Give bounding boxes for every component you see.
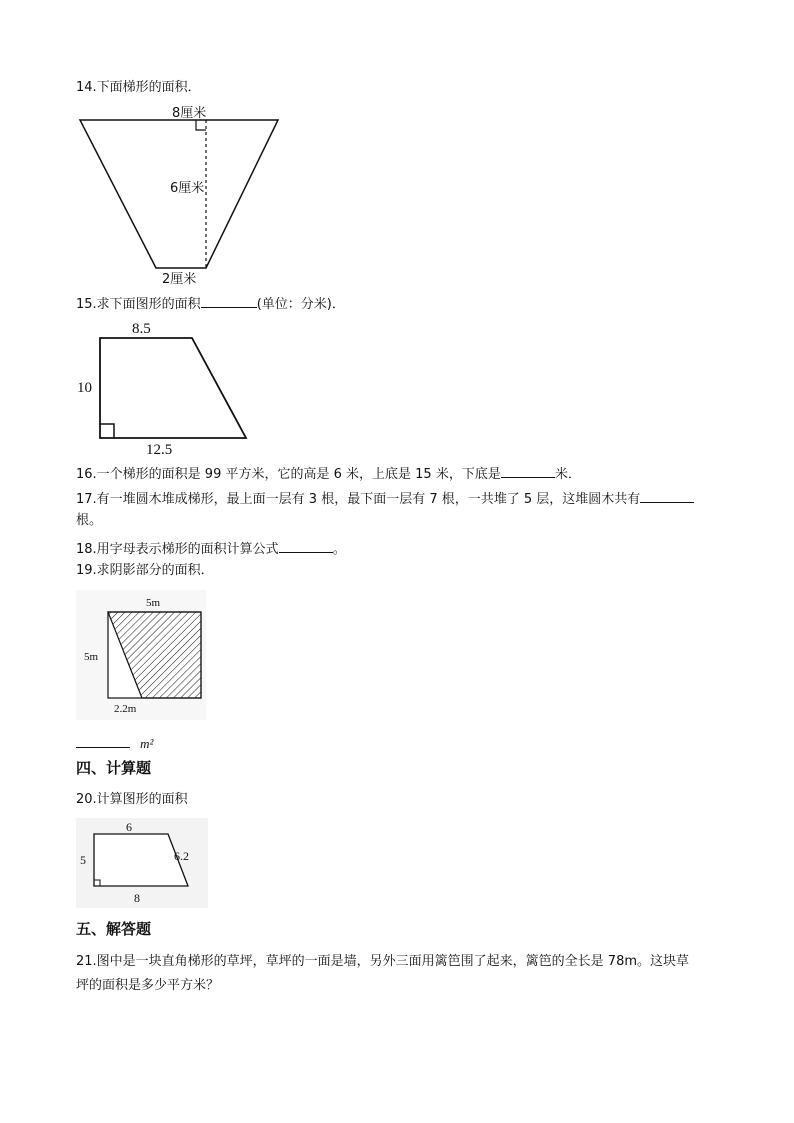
section-4-title: 四、计算题	[76, 759, 152, 777]
q21-line2: 坪的面积是多少平方米？	[76, 978, 220, 993]
q19-answer-blank[interactable]	[76, 733, 130, 748]
q17-answer-blank[interactable]	[640, 488, 694, 503]
q17-prefix: 17.有一堆圆木堆成梯形，最上面一层有 3 根，最下面一层有 7 根，一共堆了 5 层，这堆圆木共有	[76, 492, 641, 507]
q17-line2: 根。	[76, 513, 103, 528]
q14-height-label: 6厘米	[170, 181, 205, 196]
q19-left-label: 5m	[84, 651, 99, 663]
q18-prefix: 18.用字母表示梯形的面积计算公式	[76, 542, 279, 557]
q14-text: 14.下面梯形的面积．	[76, 80, 201, 95]
q19-answer-line	[76, 733, 153, 754]
q14-trapezoid-figure	[76, 100, 286, 287]
q20-bottom-label: 8	[134, 891, 140, 905]
q15-prefix: 15.求下面图形的面积	[76, 297, 201, 312]
q15-bottom-label: 12.5	[146, 442, 173, 458]
q20-left-label: 5	[80, 853, 86, 867]
q18-text	[76, 538, 346, 559]
q14-bottom-label: 2厘米	[162, 272, 197, 287]
q15-left-label: 10	[77, 380, 92, 396]
q20-top-label: 6	[126, 820, 132, 834]
q15-answer-blank[interactable]	[201, 293, 257, 308]
q16-text	[76, 463, 581, 484]
q16-answer-blank[interactable]	[501, 463, 555, 478]
q21-line1: 21.图中是一块直角梯形的草坪，草坪的一面是墙，另外三面用篱笆围了起来，篱笆的全长是 78m。这块草	[76, 954, 690, 969]
q19-text: 19.求阴影部分的面积．	[76, 563, 214, 578]
q19-shaded-figure	[76, 590, 206, 720]
q16-prefix: 16.一个梯形的面积是 99 平方米，它的高是 6 米，上底是 15 米，下底是	[76, 467, 501, 482]
q19-unit: m²	[140, 736, 154, 751]
q20-trapezoid-figure	[76, 818, 208, 908]
q15-suffix: (单位：分米)．	[256, 297, 345, 312]
q15-top-label: 8.5	[132, 321, 151, 337]
q15-trapezoid-figure	[76, 318, 256, 458]
q20-right-label: 6.2	[174, 849, 189, 863]
q19-bottom-label: 2.2m	[114, 703, 137, 715]
q17-text	[76, 488, 694, 509]
q15-text	[76, 293, 345, 314]
q16-suffix: 米．	[554, 467, 581, 482]
q19-top-label: 5m	[146, 597, 161, 609]
q18-answer-blank[interactable]	[279, 538, 333, 553]
q20-text: 20.计算图形的面积	[76, 792, 188, 807]
section-5-title: 五、解答题	[76, 920, 152, 938]
q18-suffix: 。	[332, 542, 346, 557]
q14-top-label: 8厘米	[172, 106, 207, 121]
